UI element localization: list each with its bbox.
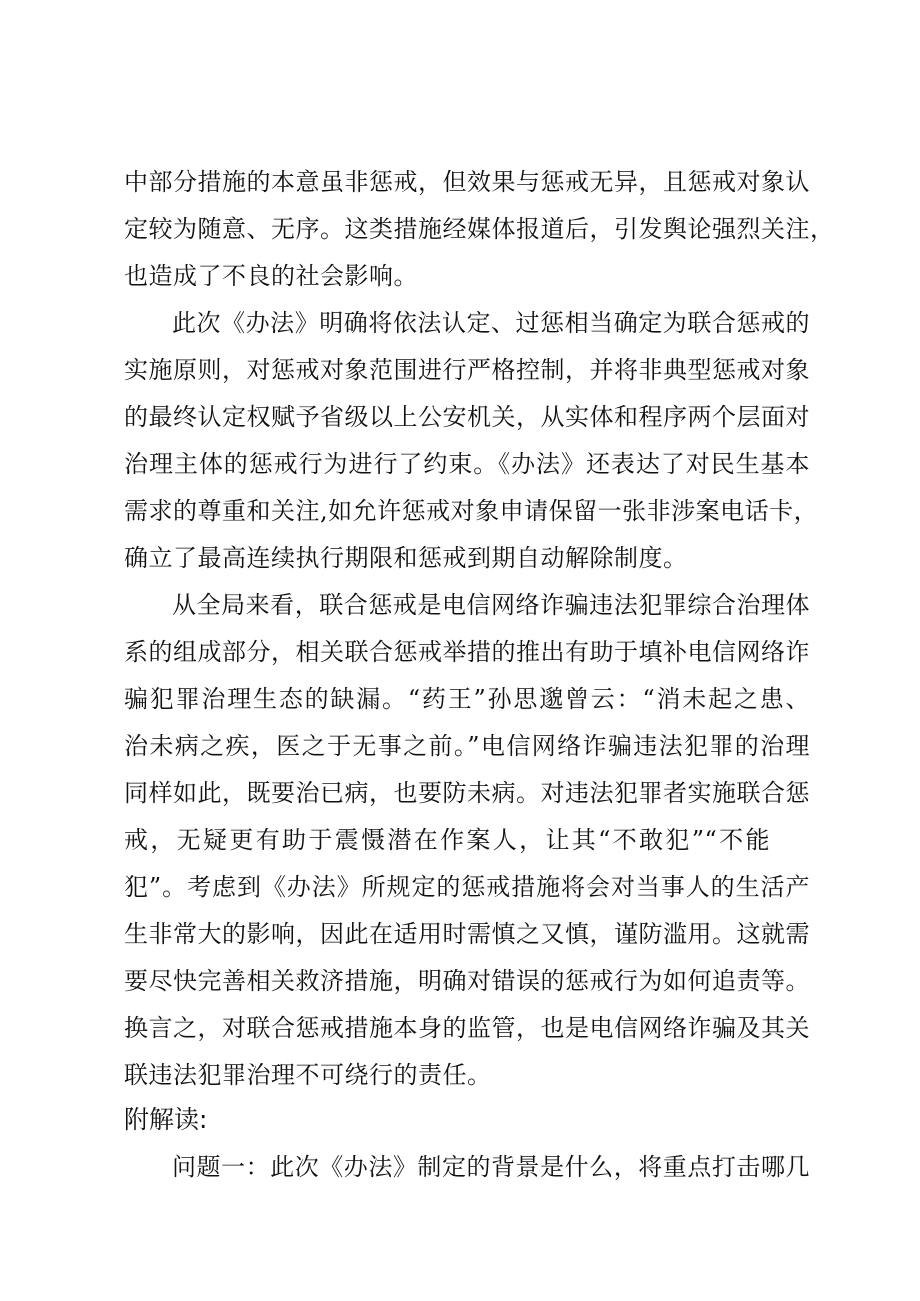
paragraph-2-line-2: 实施原则，对惩戒对象范围进行严格控制，并将非典型惩戒对象 [124,356,810,384]
paragraph-3-line-1: 从全局来看，联合惩戒是电信网络诈骗违法犯罪综合治理体 [172,591,810,619]
paragraph-3-line-8: 生非常大的影响，因此在适用时需慎之又慎，谨防滥用。这就需 [124,920,810,948]
paragraph-3-line-5: 同样如此，既要治已病，也要防未病。对违法犯罪者实施联合惩 [124,779,810,807]
paragraph-1-line-3: 也造成了不良的社会影响。 [124,262,418,290]
paragraph-3-line-7: 犯”。考虑到《办法》所规定的惩戒措施将会对当事人的生活产 [124,873,810,901]
paragraph-2-line-3: 的最终认定权赋予省级以上公安机关，从实体和程序两个层面对 [124,403,810,431]
paragraph-2-line-5: 需求的尊重和关注,如允许惩戒对象申请保留一张非涉案电话卡， [124,497,819,525]
paragraph-3-line-11: 联违法犯罪治理不可绕行的责任。 [124,1061,492,1089]
question-1-line-1: 问题一：此次《办法》制定的背景是什么，将重点打击哪几 [172,1153,810,1181]
paragraph-3-line-10: 换言之，对联合惩戒措施本身的监管，也是电信网络诈骗及其关 [124,1014,810,1042]
section-heading: 附解读: [124,1105,208,1134]
paragraph-1-line-2: 定较为随意、无序。这类措施经媒体报道后，引发舆论强烈关注， [124,215,835,243]
paragraph-3-line-2: 系的组成部分，相关联合惩戒举措的推出有助于填补电信网络诈 [124,638,810,666]
paragraph-3-line-3: 骗犯罪治理生态的缺漏。“药王”孙思邈曾云：“消未起之患、 [124,685,810,713]
paragraph-3-line-9: 要尽快完善相关救济措施，明确对错误的惩戒行为如何追责等。 [124,967,810,995]
paragraph-2-line-1: 此次《办法》明确将依法认定、过惩相当确定为联合惩戒的 [172,309,810,337]
paragraph-2-line-4: 治理主体的惩戒行为进行了约束。《办法》还表达了对民生基本 [124,450,810,478]
paragraph-3-line-4: 治未病之疾，医之于无事之前。”电信网络诈骗违法犯罪的治理 [124,732,810,760]
paragraph-1-line-1: 中部分措施的本意虽非惩戒，但效果与惩戒无异，且惩戒对象认 [124,168,810,196]
paragraph-3-line-6: 戒，无疑更有助于震慑潜在作案人，让其“不敢犯”“不能 [124,826,770,854]
paragraph-2-line-6: 确立了最高连续执行期限和惩戒到期自动解除制度。 [124,544,688,572]
